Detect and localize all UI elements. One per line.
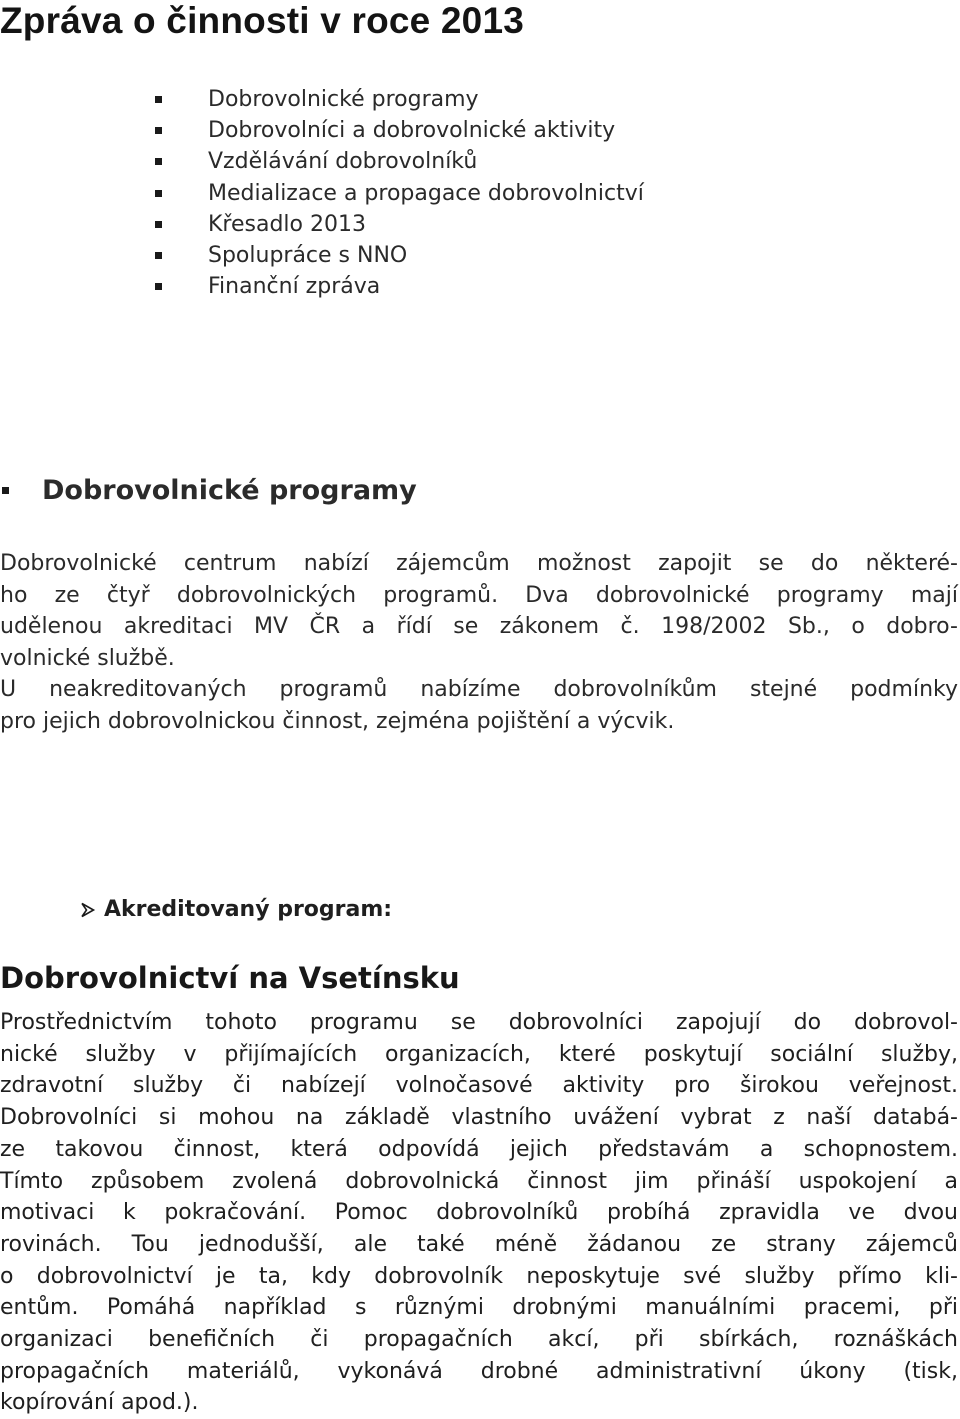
body-line: motivaci k pokračování. Pomoc dobrovolníků probíhá zpravidla ve dvou — [0, 1200, 958, 1226]
body-line: nické služby v přijímajících organizacích, které poskytují sociální služby, — [0, 1041, 958, 1067]
square-bullet-icon — [155, 283, 162, 290]
intro-line: volnické službě. — [0, 645, 175, 671]
section-heading-label: Dobrovolnické programy — [42, 475, 417, 506]
toc-item-label: Dobrovolníci a dobrovolnické aktivity — [208, 118, 616, 144]
square-bullet-icon — [155, 252, 162, 259]
arrow-bullet-icon — [80, 902, 96, 918]
intro-line: udělenou akreditaci MV ČR a řídí se zákonem č. 198/2002 Sb., o dobro- — [0, 614, 958, 640]
square-bullet-icon — [155, 127, 162, 134]
square-bullet-icon — [155, 96, 162, 103]
toc-item — [155, 209, 644, 240]
toc-item — [155, 146, 644, 177]
table-of-contents — [155, 84, 644, 302]
body-line: Prostřednictvím tohoto programu se dobrovolníci zapojují do dobrovol- — [0, 1010, 958, 1035]
program-title: Dobrovolnictví na Vsetínsku — [0, 961, 460, 995]
square-bullet-icon — [2, 487, 9, 494]
toc-item — [155, 115, 644, 146]
body-line: o dobrovolnictví je ta, kdy dobrovolník neposkytuje své služby přímo kli- — [0, 1263, 958, 1289]
square-bullet-icon — [155, 221, 162, 228]
body-line: zdravotní služby či nabízejí volnočasové aktivity pro širokou veřejnost. — [0, 1073, 958, 1099]
intro-line: U neakreditovaných programů nabízíme dobrovolníkům stejné podmínky — [0, 677, 958, 703]
toc-item — [155, 84, 644, 115]
program-description — [0, 1007, 958, 1419]
toc-item — [155, 178, 644, 209]
body-line: organizaci benefičních či propagačních akcí, při sbírkách, roznáškách — [0, 1327, 958, 1353]
toc-item-label: Spolupráce s NNO — [208, 243, 408, 269]
intro-paragraph — [0, 548, 958, 738]
toc-item — [155, 271, 644, 302]
toc-item — [155, 240, 644, 271]
toc-item-label: Medializace a propagace dobrovolnictví — [208, 180, 644, 206]
body-line: entům. Pomáhá například s různými drobnými manuálními pracemi, při — [0, 1295, 958, 1321]
body-line: rovinách. Tou jednodušší, ale také méně žádanou ze strany zájemců — [0, 1231, 958, 1257]
toc-item-label: Finanční zpráva — [208, 274, 381, 300]
intro-line: pro jejich dobrovolnickou činnost, zejména pojištění a výcvik. — [0, 708, 675, 734]
page-title: Zpráva o činnosti v roce 2013 — [0, 0, 525, 41]
accredited-program-label: Akreditovaný program: — [104, 897, 393, 922]
body-line: kopírování apod.). — [0, 1390, 199, 1416]
body-line: Dobrovolníci si mohou na základě vlastního uvážení vybrat z naší databá- — [0, 1105, 958, 1131]
toc-item-label: Křesadlo 2013 — [208, 211, 366, 237]
square-bullet-icon — [155, 158, 162, 165]
body-line: propagačních materiálů, vykonává drobné administrativní úkony (tisk, — [0, 1358, 958, 1384]
body-line: Tímto způsobem zvolená dobrovolnická činnost jim přináší uspokojení a — [0, 1168, 958, 1194]
square-bullet-icon — [155, 190, 162, 197]
intro-line: Dobrovolnické centrum nabízí zájemcům možnost zapojit se do některé- — [0, 551, 958, 576]
toc-item-label: Vzdělávání dobrovolníků — [208, 149, 478, 175]
intro-line: ho ze čtyř dobrovolnických programů. Dva dobrovolnické programy mají — [0, 582, 958, 608]
body-line: ze takovou činnost, která odpovídá jejich představám a schopnostem. — [0, 1136, 958, 1162]
toc-item-label: Dobrovolnické programy — [208, 87, 479, 112]
